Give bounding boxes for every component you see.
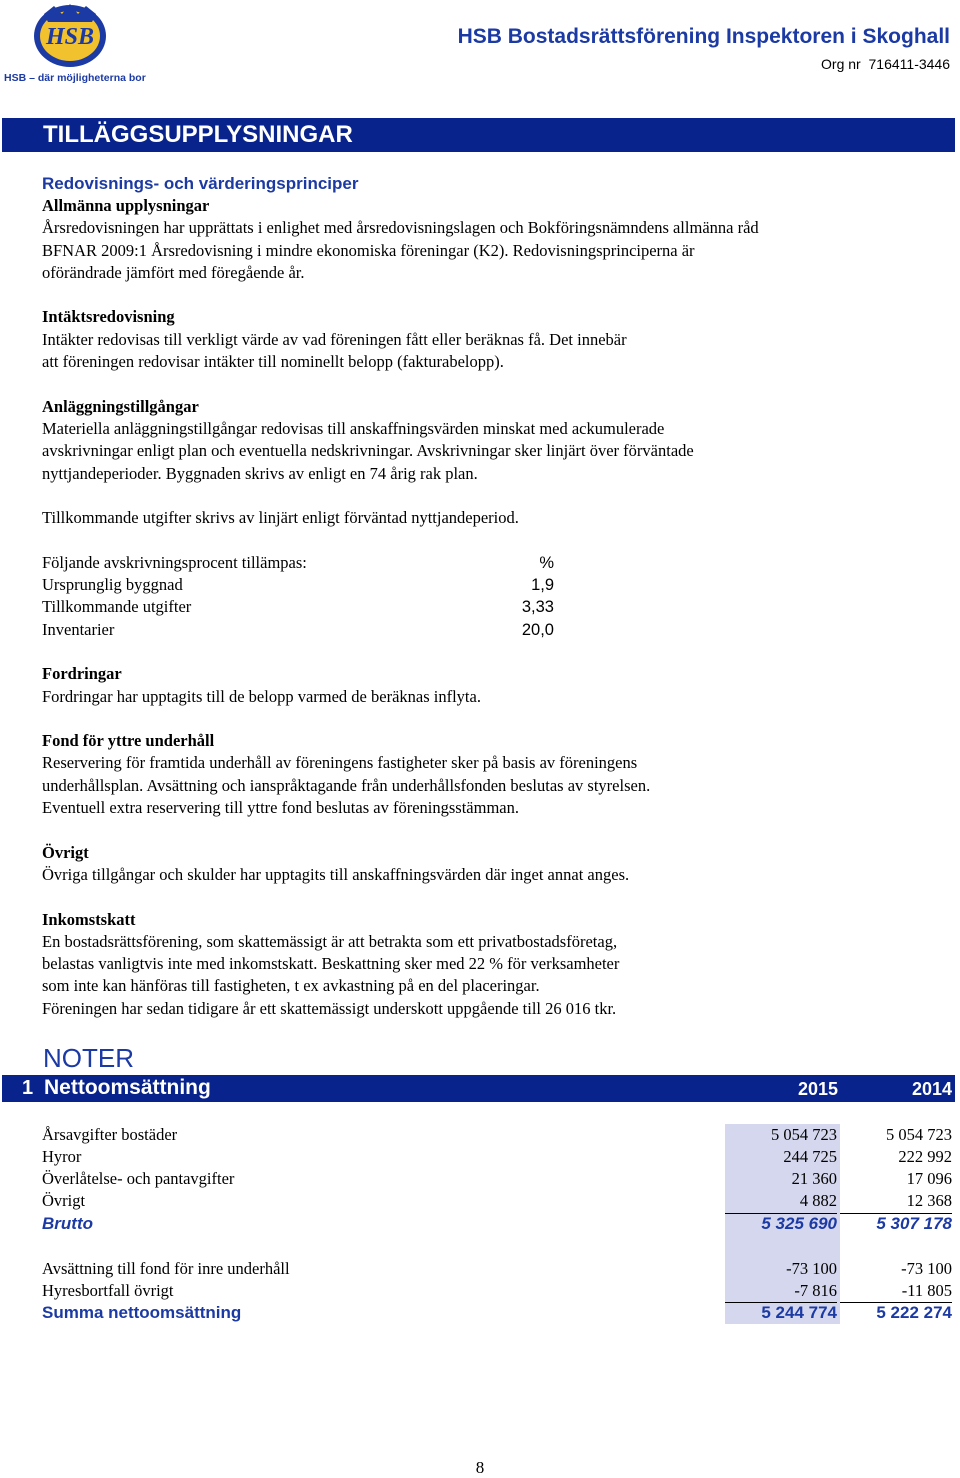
- row-label: Övrigt: [42, 1191, 86, 1210]
- brutto-value-previous: 5 307 178: [876, 1214, 952, 1233]
- tax-line: som inte kan hänföras till fastigheten, t ex avkastning på en del placeringar.: [42, 976, 540, 996]
- row-value-current: -7 816: [794, 1281, 837, 1300]
- logo-letters: HSB: [45, 24, 95, 50]
- general-line: BFNAR 2009:1 Årsredovisning i mindre ekonomiska föreningar (K2). Redovisningsprinciperna är: [42, 240, 695, 260]
- fund-line: underhållsplan. Avsättning och ianspråktagande från underhållsfonden beslutas av styrelsen.: [42, 775, 651, 795]
- row-value-current: -73 100: [786, 1259, 837, 1278]
- row-value-previous: -11 805: [901, 1281, 952, 1300]
- row-value-current: 244 725: [783, 1147, 837, 1166]
- rate-label: Ursprunglig byggnad: [42, 575, 183, 595]
- page-title: TILLÄGGSUPPLYSNINGAR: [43, 121, 353, 148]
- row-label: Årsavgifter bostäder: [42, 1125, 178, 1144]
- income-line: att föreningen redovisar intäkter till nominellt belopp (fakturabelopp).: [42, 352, 504, 372]
- tax-line: En bostadsrättsförening, som skattemässigt är att betrakta som ett privatbostadsföretag,: [42, 931, 618, 951]
- row-value-previous: 17 096: [906, 1169, 952, 1188]
- total-value-previous: 5 222 274: [876, 1303, 952, 1322]
- other-heading: Övrigt: [42, 842, 89, 862]
- receivables-line: Fordringar har upptagits till de belopp varmed de beräknas inflyta.: [42, 686, 481, 706]
- rate-value: 1,9: [531, 576, 554, 595]
- table-row: [42, 1146, 952, 1168]
- page-number: 8: [475, 1458, 485, 1477]
- year-column-previous: 2014: [911, 1079, 952, 1099]
- brutto-row: [42, 1213, 952, 1235]
- principles-title: Redovisnings- och värderingsprinciper: [42, 174, 359, 193]
- row-value-previous: 5 054 723: [886, 1125, 952, 1144]
- rate-label: Inventarier: [42, 619, 115, 639]
- note-number: 1: [22, 1077, 34, 1099]
- row-value-previous: 12 368: [906, 1191, 952, 1210]
- rate-value: 3,33: [521, 598, 554, 617]
- rates-label: Följande avskrivningsprocent tillämpas:: [42, 552, 307, 572]
- assets-extra: Tillkommande utgifter skrivs av linjärt enligt förväntad nyttjandeperiod.: [42, 508, 519, 528]
- assets-line: Materiella anläggningstillgångar redovisas till anskaffningsvärden minskat med ackumulerade: [42, 418, 665, 438]
- assets-heading: Anläggningstillgångar: [42, 396, 199, 416]
- brutto-label: Brutto: [42, 1214, 93, 1233]
- income-line: Intäkter redovisas till verkligt värde av vad föreningen fått eller beräknas få. Det innebär: [42, 329, 627, 349]
- total-value-current: 5 244 774: [761, 1303, 837, 1322]
- section-header-band: [2, 118, 955, 152]
- rate-row: [42, 574, 922, 596]
- org-nr-label: Org nr: [821, 56, 861, 72]
- fund-heading: Fond för yttre underhåll: [42, 731, 215, 751]
- rate-row: [42, 596, 922, 618]
- rate-label: Tillkommande utgifter: [42, 597, 192, 617]
- tax-line: Föreningen har sedan tidigare år ett skattemässigt underskott uppgående till 26 016 tkr.: [42, 998, 617, 1018]
- row-value-previous: -73 100: [901, 1259, 952, 1278]
- row-value-current: 21 360: [791, 1169, 837, 1188]
- general-heading: Allmänna upplysningar: [42, 196, 210, 215]
- rates-header-row: [42, 552, 922, 574]
- notes-title: NOTER: [43, 1043, 134, 1073]
- hsb-logo: [4, 2, 146, 88]
- organization-number: [821, 56, 950, 72]
- row-label: Hyror: [42, 1147, 82, 1166]
- logo-tagline: HSB – där möjligheterna bor: [4, 72, 146, 84]
- row-value-current: 4 882: [799, 1191, 837, 1210]
- other-line: Övriga tillgångar och skulder har upptagits till anskaffningsvärden där inget annat anges.: [42, 864, 630, 884]
- row-value-current: 5 054 723: [771, 1125, 837, 1144]
- rate-value: 20,0: [521, 620, 554, 639]
- table-row: [42, 1280, 952, 1302]
- income-heading: Intäktsredovisning: [42, 307, 175, 327]
- rates-unit: %: [539, 553, 554, 572]
- table-row: [42, 1258, 952, 1280]
- year-column-current: 2015: [797, 1079, 838, 1099]
- row-label: Hyresbortfall övrigt: [42, 1281, 174, 1300]
- total-row: [42, 1302, 952, 1324]
- rate-row: [42, 619, 922, 641]
- general-line: Årsredovisningen har upprättats i enlighet med årsredovisningslagen och Bokföringsnämndens allmänna råd: [42, 218, 759, 238]
- row-value-previous: 222 992: [898, 1147, 952, 1166]
- note-header-band: [2, 1075, 955, 1102]
- tax-heading: Inkomstskatt: [42, 909, 136, 929]
- receivables-heading: Fordringar: [42, 664, 122, 684]
- assets-line: avskrivningar enligt plan och eventuella nedskrivningar. Avskrivningar sker linjärt över förväntade: [42, 441, 694, 461]
- row-label: Avsättning till fond för inre underhåll: [42, 1259, 290, 1278]
- fund-line: Reservering för framtida underhåll av föreningens fastigheter sker på basis av föreningens: [42, 753, 638, 773]
- row-label: Överlåtelse- och pantavgifter: [42, 1169, 235, 1188]
- general-line: oförändrade jämfört med föregående år.: [42, 262, 305, 282]
- assets-line: nyttjandeperioder. Byggnaden skrivs av enligt en 74 årig rak plan.: [42, 463, 478, 483]
- principles-section: [42, 173, 922, 1020]
- total-label: Summa nettoomsättning: [42, 1303, 242, 1322]
- tax-line: belastas vanligtvis inte med inkomstskatt. Beskattning sker med 22 % för verksamheter: [42, 954, 620, 974]
- table-row: [42, 1190, 952, 1212]
- organization-name: HSB Bostadsrättsförening Inspektoren i Skoghall: [457, 25, 950, 48]
- note-title: Nettoomsättning: [44, 1076, 211, 1099]
- org-nr-value: 716411-3446: [868, 56, 950, 72]
- table-row: [42, 1124, 952, 1146]
- fund-line: Eventuell extra reservering till yttre fond beslutas av föreningsstämman.: [42, 798, 519, 818]
- brutto-value-current: 5 325 690: [761, 1214, 837, 1233]
- table-row: [42, 1168, 952, 1190]
